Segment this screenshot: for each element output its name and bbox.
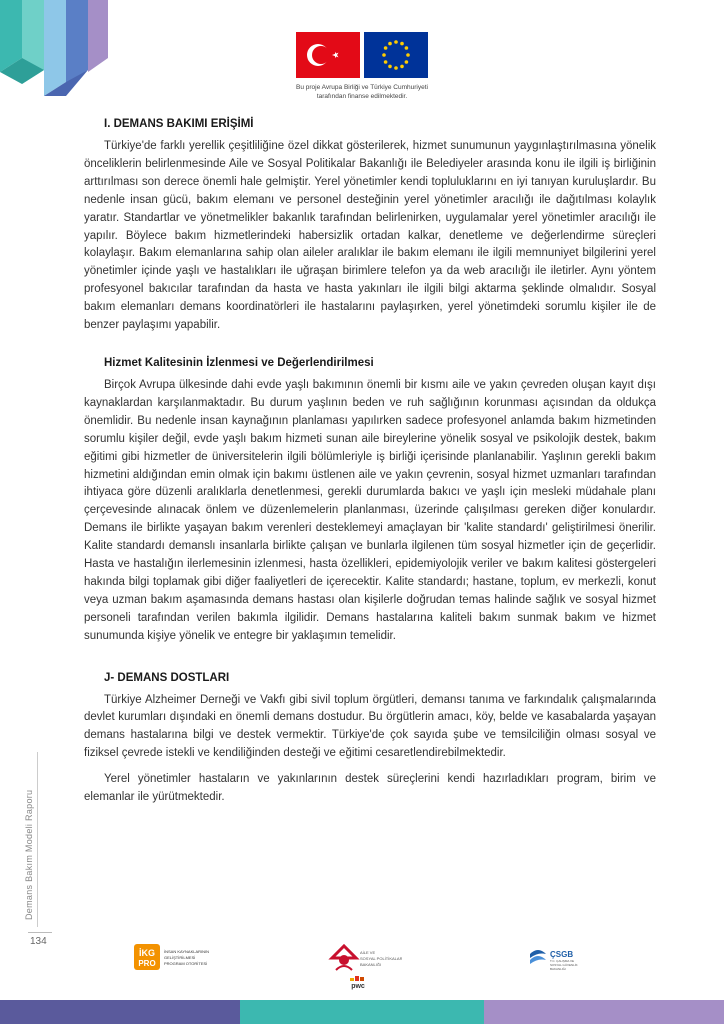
corner-decoration [0,0,110,110]
svg-text:SOSYAL POLİTİKALAR: SOSYAL POLİTİKALAR [360,956,402,961]
svg-text:BAKANLIĞI: BAKANLIĞI [360,962,382,967]
svg-text:İNSAN KAYNAKLARININ: İNSAN KAYNAKLARININ [164,949,210,954]
svg-text:PRO: PRO [138,959,156,968]
section-heading: J- DEMANS DOSTLARI [104,671,230,684]
section-hizmet-kalitesi [84,357,656,646]
bottom-bar-segment [240,1000,484,1024]
svg-text:GELİŞTİRİLMESİ: GELİŞTİRİLMESİ [164,955,196,960]
csgb-logo [528,944,592,970]
main-content [84,118,656,807]
page-number-rule [28,932,52,933]
section-demans-dostlari [84,672,656,807]
svg-text:İKG: İKG [138,948,156,958]
svg-text:pwc: pwc [351,983,365,990]
bottom-bar-segment [484,1000,724,1024]
section-heading: I. DEMANS BAKIMI ERİŞİMİ [104,118,254,130]
svg-text:T.C. ÇALIŞMA VE: T.C. ÇALIŞMA VE [550,959,575,963]
funding-note: Bu proje Avrupa Birliği ve Türkiye Cumhuriyeti tarafından finanse edilmektedir. [296,84,428,100]
page-number: 134 [30,936,47,947]
section-heading: Hizmet Kalitesinin İzlenmesi ve Değerlendirilmesi [104,356,374,369]
flags-logo [294,30,430,80]
sidebar-divider [37,752,38,927]
aile-sosyal-politikalar-logo [328,940,402,992]
bottom-color-bar [0,1000,724,1024]
paragraph: Türkiye'de farklı yerellik çeşitliliğine özel dikkat gösterilerek, hizmet sunumunun yaygınlaştırılmasına yönelik önceliklerin belirlenmesinde Aile ve Sosyal Politikalar Bakanlığı ile Belediyeler arasında konu ile ilgili iş birliğinin arttırılması son derece önemli hale gelmiştir. Yerel yönetimler kendi topluluklarını en iyi tanıyan kuruluşlardır. Bu nedenle insan gücü, bakım elemanı ve personel desteğinin yerel yönetimler aracılığı ile dağıtılması kolaylık yaratır. Standartlar ve yönetmelikler bakanlık tarafından belirlenirken, uygulamalar yerel yönetimler aracılığı ile yapılır. Böylece bakım hizmetlerindeki habersizlik ortadan kalkar, denetleme ve değerlendirme süreçleri kolaylaşır. Bakım elemanlarına sahip olan aileler aralıklar ile bakım elemanı ile ilgili memnuniyet bilgilerini yerel yönetimler içinde yaşlı ve hastalıkları ile uğraşan birimlere telefon ya da web aracılığı ile iletirler. Aynı yöntem profesyonel bakıcılar tarafından da hasta ve hasta yakınları ile ilgili bilgi aktarma şeklinde olmalıdır. Sosyal bakım elemanları demans koordinatörleri ile hastalarını paylaşırken, yerel yönetimdeki sorumlu kişiler ile de benzer paylaşımı yapabilir. [84,140,656,332]
paragraph: Türkiye Alzheimer Derneği ve Vakfı gibi sivil toplum örgütleri, demansı tanıma ve farkındalık çalışmalarında devlet kurumları dışındaki en önemli demans dostudur. Bu örgütlerin amacı, köy, belde ve kasabalarda yaşayan demans hastalarına bilgi ve destek vermektir. Türkiye'de çok sayıda şube ve temsilciliğin olması sosyal ve fiziksel çevrede istekli ve kendiliğinden desteği ve eğitimi cesaretlendirebilmektedir. [84,693,656,760]
svg-text:PROGRAM OTORİTESİ: PROGRAM OTORİTESİ [164,961,208,966]
section-demans-bakimi-erisimi [84,118,656,335]
report-title-vertical: Demans Bakım Modeli Raporu [24,789,34,920]
paragraph: Birçok Avrupa ülkesinde dahi evde yaşlı bakımının önemli bir kısmı aile ve yakın çevreden oluşan kayıt dışı kaynaklardan karşılanmaktadır. Bu durum yaşlının beden ve ruh sağlığının korunması açısından da oldukça önemlidir. Bu nedenle insan kaynağının planlaması yapılırken sadece profesyonel anlamda bakım hizmetinden sorumlu kişiler değil, evde yaşlı bakım hizmeti sunan aile bireylerine yönelik sosyal ve psikolojik destek, bakım eğitimi gibi hizmetler de üniversitelerin ilgili bölümleriyle iş birliği içerisinde planlanabilir. Yaşlının gerekli bakım hizmetini aldığından emin olmak için bakımı üstlenen aile ve yakın çevrenin, sosyal hizmet uzmanları tarafından ihtiyaca göre düzenli aralıklarla denetlenmesi, gerekli durumlarda bakıcı ve yaşlı için mesleki müdahale planı çerçevesinde alınacak önlem ve düzenlemelerin planlanması, üzerinde çalışılması gereken diğer konulardır. Demans ile birlikte yaşayan bakım verenleri desteklemeyi amaçlayan bir 'kalite standardı' geliştirilmesi önerilir. Kalite standardı demanslı insanlarla birlikte çalışan ve bunlarla ilgilenen tüm sosyal hizmetler için de geçerlidir. Hasta ve hastalığın ilerlemesinin izlenmesi, hasta özellikleri, epidemiyolojik veriler ve bakım kalitesi göstergeleri hakında bilgi toplamak gibi diğer faaliyetleri de içerecektir. Kalite standardı; hastane, toplum, ev merkezli, konut veya uzman bakım aşamasında demans hastası olan kişilerle doğrudan temas halinde sağlık ve sosyal hizmet personeli tarafından verilen bakımla ilgilidir. Demans hastalarına kaliteli bakım sunmak bakım ve hizmet sunumunda kişiye yönelik ve entegre bir yaklaşımın temelidir. [84,378,656,642]
paragraph: Yerel yönetimler hastaların ve yakınlarının destek süreçlerini kendi hazırladıkları program, birim ve elemanlar ile yürütmektedir. [84,773,656,804]
ikg-pro-logo [134,944,224,972]
svg-text:AİLE VE: AİLE VE [360,950,376,955]
eu-flag [364,32,428,78]
svg-text:ÇSGB: ÇSGB [550,950,574,959]
bottom-bar-segment [0,1000,240,1024]
svg-text:SOSYAL GÜVENLİK: SOSYAL GÜVENLİK [550,963,578,967]
svg-text:BAKANLIĞI: BAKANLIĞI [550,967,566,970]
